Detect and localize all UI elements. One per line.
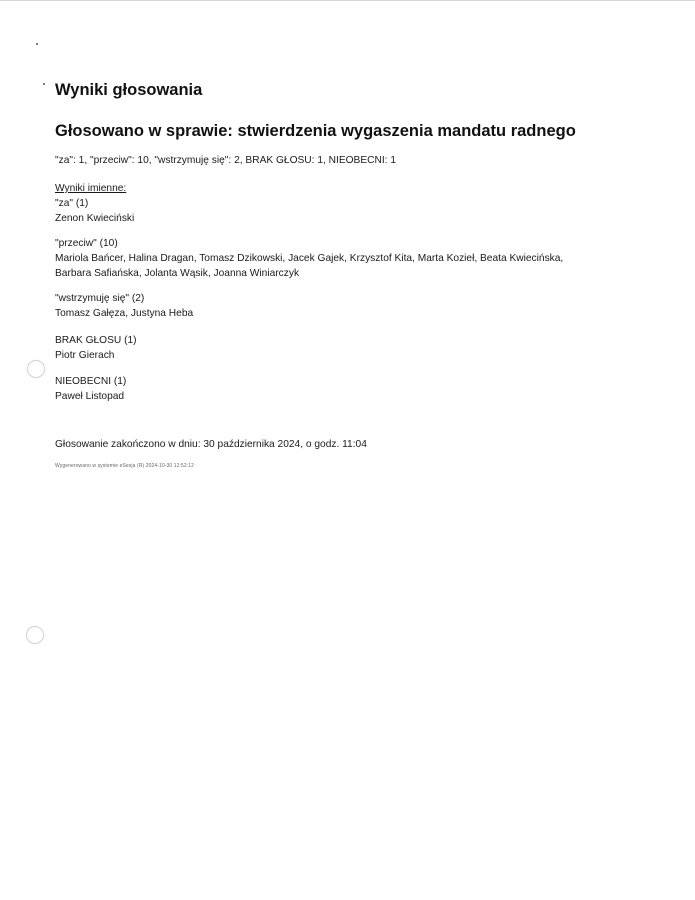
vote-summary: "za": 1, "przeciw": 10, "wstrzymuję się": 2, BRAK GŁOSU: 1, NIEOBECNI: 1 xyxy=(55,155,397,166)
vote-group-brak-glosu xyxy=(55,333,600,363)
group-names: Tomasz Gałęza, Justyna Heba xyxy=(55,308,194,319)
vote-group-nieobecni xyxy=(55,374,600,404)
group-label: NIEOBECNI (1) xyxy=(55,376,127,387)
group-names: Piotr Gierach xyxy=(55,350,115,361)
group-names: Paweł Listopad xyxy=(55,391,125,402)
scan-speck xyxy=(36,43,38,45)
vote-subject: Głosowano w sprawie: stwierdzenia wygaszenia mandatu radnego xyxy=(55,122,576,140)
group-label: "wstrzymuję się" (2) xyxy=(55,293,145,304)
group-names: Zenon Kwieciński xyxy=(55,213,135,224)
page-top-edge xyxy=(0,0,695,1)
group-names: Mariola Bańcer, Halina Dragan, Tomasz Dzikowski, Jacek Gajek, Krzysztof Kita, Marta Kozieł, Beata Kwiecińska, Barbara Safiańska, Jolanta Wąsik, Joanna Winiarczyk xyxy=(55,253,564,279)
group-label: BRAK GŁOSU (1) xyxy=(55,335,137,346)
vote-ended-timestamp: Głosowanie zakończono w dniu: 30 października 2024, o godz. 11:04 xyxy=(55,439,367,450)
punch-hole xyxy=(27,360,45,378)
scan-speck xyxy=(43,83,45,85)
vote-group-przeciw xyxy=(55,236,600,281)
group-label: "za" (1) xyxy=(55,198,89,209)
group-label: "przeciw" (10) xyxy=(55,238,118,249)
generated-footer: Wygenerowano w systemie eSesja (R) 2024-10-30 12:52:12 xyxy=(55,463,195,469)
named-results-header: Wyniki imienne: xyxy=(55,183,127,194)
vote-group-wstrzymuje xyxy=(55,291,600,321)
vote-group-za xyxy=(55,196,600,226)
punch-hole xyxy=(26,626,44,644)
page-title: Wyniki głosowania xyxy=(55,81,203,99)
